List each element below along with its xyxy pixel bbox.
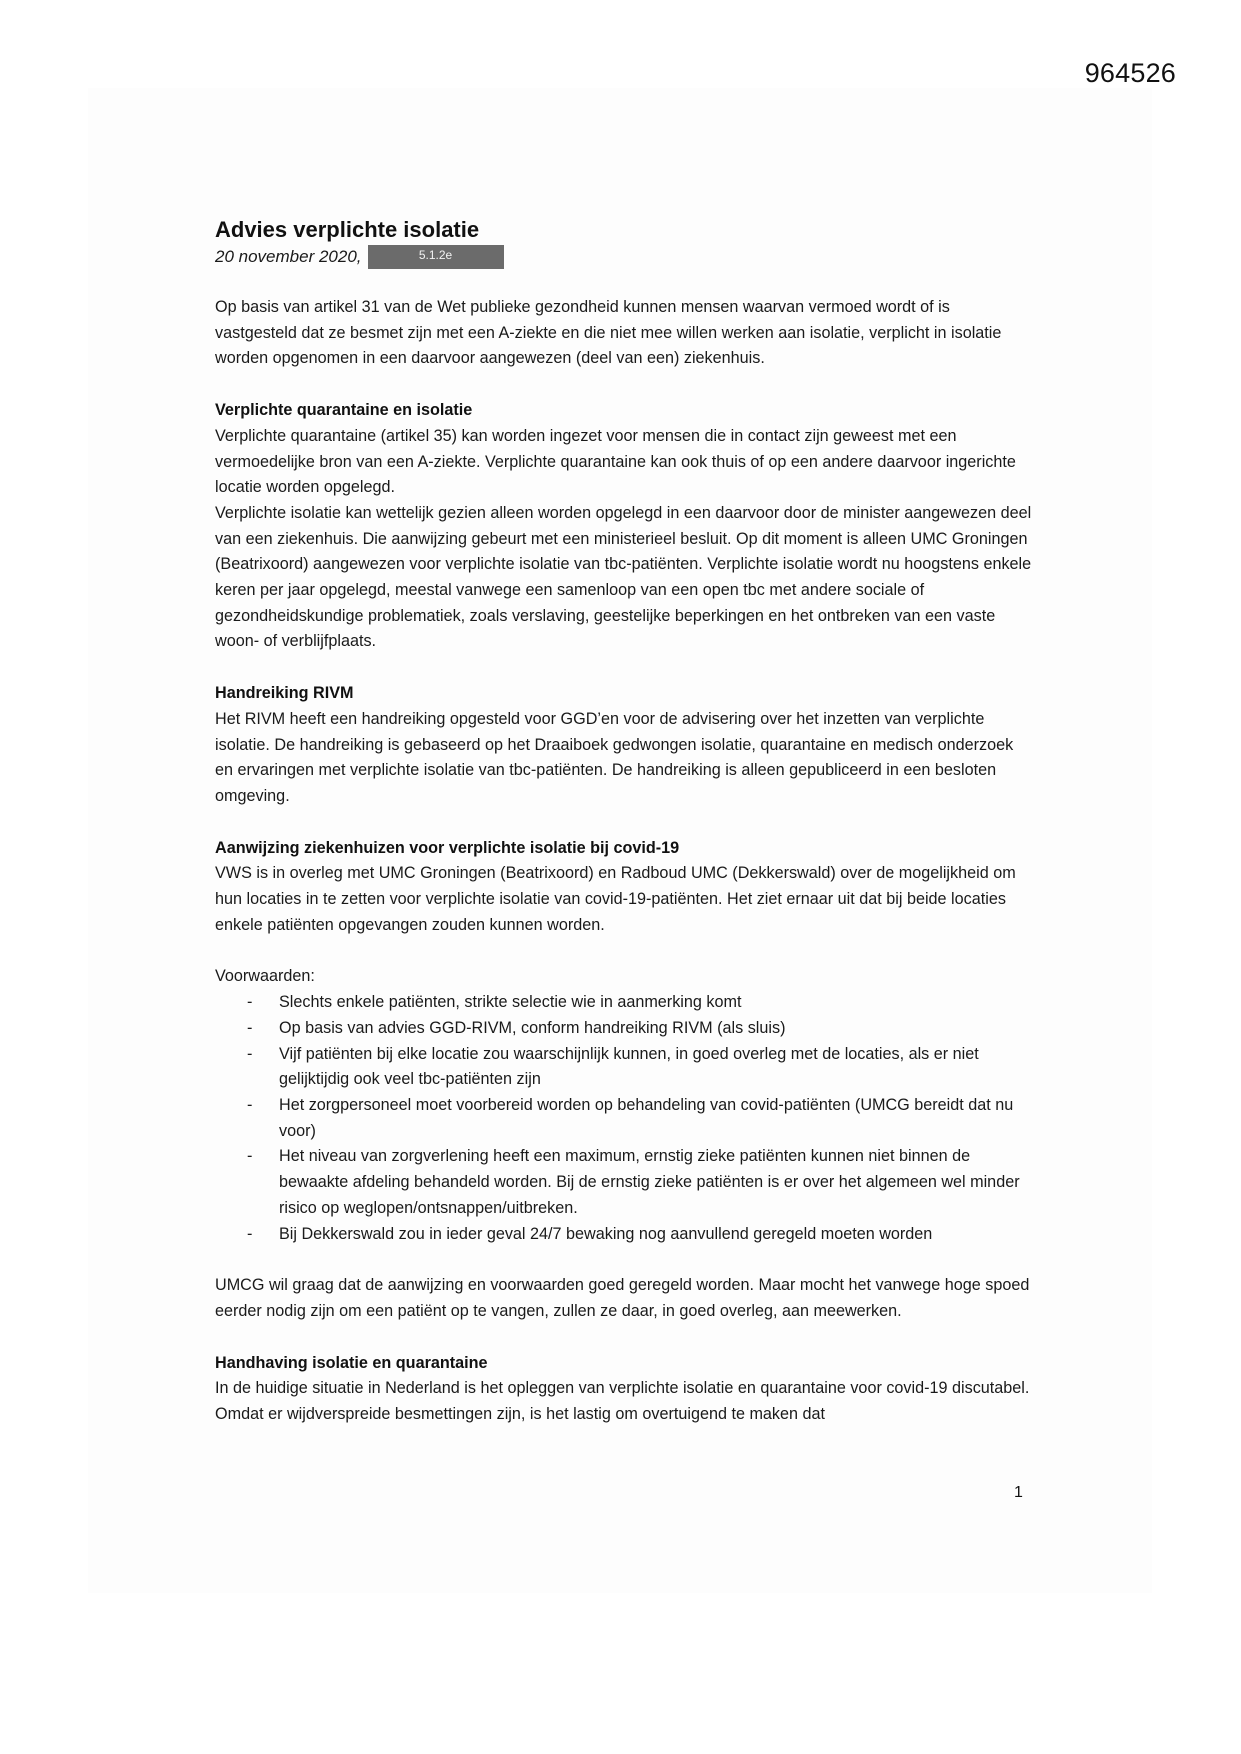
section-heading: Aanwijzing ziekenhuizen voor verplichte isolatie bij covid-19 [215,838,680,857]
dash-bullet-icon: - [247,1224,253,1243]
document-number: 964526 [1084,58,1176,88]
intro-paragraph: Op basis van artikel 31 van de Wet publieke gezondheid kunnen mensen waarvan vermoed wordt of is vastgesteld dat ze besmet zijn met een A-ziekte en die niet mee willen werken aan isolatie, verplicht in isolatie worden opgenomen in een daarvoor aangewezen (deel van een) ziekenhuis. [215,298,1002,368]
section-paragraph: VWS is in overleg met UMC Groningen (Beatrixoord) en Radboud UMC (Dekkerswald) over de mogelijkheid om hun locaties in te zetten voor verplichte isolatie van covid-19-patiënten. Het ziet ernaar uit dat bij beide locaties enkele patiënten opgevangen zouden kunnen worden. [215,864,1016,934]
page-number: 1 [1014,1484,1023,1501]
conditions-list [215,990,1035,1247]
document-date-line [215,244,1035,269]
list-item-text: Bij Dekkerswald zou in ieder geval 24/7 bewaking nog aanvullend geregeld moeten worden [279,1224,933,1243]
list-item [247,1222,1035,1248]
section-paragraph: In de huidige situatie in Nederland is het opleggen van verplichte isolatie en quarantaine voor covid-19 discutabel. Omdat er wijdverspreide besmettingen zijn, is het lastig om overtuigend te maken dat [215,1379,1030,1424]
section-handreiking-rivm [215,681,1035,810]
document-date: 20 november 2020, [215,247,362,266]
umcg-paragraph: UMCG wil graag dat de aanwijzing en voorwaarden goed geregeld worden. Maar mocht het vanwege hoge spoed eerder nodig zijn om een patiënt op te vangen, zullen ze daar, in goed overleg, aan meewerken. [215,1276,1030,1320]
document-title: Advies verplichte isolatie [215,217,480,242]
list-item [247,1016,1035,1042]
section-handhaving [215,1351,1035,1428]
redaction-block: 5.1.2e [368,245,504,269]
dash-bullet-icon: - [247,1018,253,1037]
dash-bullet-icon: - [247,1095,253,1114]
section-heading: Handhaving isolatie en quarantaine [215,1353,488,1372]
section-paragraph: Verplichte quarantaine (artikel 35) kan worden ingezet voor mensen die in contact zijn geweest met een vermoedelijke bron van een A-ziekte. Verplichte quarantaine kan ook thuis of op een andere daarvoor ingerichte locatie worden opgelegd. [215,426,1016,497]
section-paragraph: Het RIVM heeft een handreiking opgesteld voor GGD’en voor de advisering over het inzetten van verplichte isolatie. De handreiking is gebaseerd op het Draaiboek gedwongen isolatie, quarantaine en medisch onderzoek en ervaringen met verplichte isolatie van tbc-patiënten. De handreiking is alleen gepubliceerd in een besloten omgeving. [215,709,1014,805]
list-item-text: Slechts enkele patiënten, strikte selectie wie in aanmerking komt [279,993,742,1012]
dash-bullet-icon: - [247,993,253,1012]
list-item-text: Op basis van advies GGD-RIVM, conform handreiking RIVM (als sluis) [279,1018,786,1037]
list-item-text: Vijf patiënten bij elke locatie zou waarschijnlijk kunnen, in goed overleg met de locaties, als er niet gelijktijdig ook veel tbc-patiënten zijn [279,1044,979,1089]
list-item [247,1144,1035,1221]
document-content [215,216,1035,1428]
dash-bullet-icon: - [247,1147,253,1166]
list-item [247,990,1035,1016]
section-aanwijzing-ziekenhuizen [215,836,1035,939]
section-heading: Handreiking RIVM [215,684,354,703]
section-paragraph: Verplichte isolatie kan wettelijk gezien alleen worden opgelegd in een daarvoor door de minister aangewezen deel van een ziekenhuis. Die aanwijzing gebeurt met een ministerieel besluit. Op dit moment is alleen UMC Groningen (Beatrixoord) aangewezen voor verplichte isolatie van tbc-patiënten. Verplichte isolatie wordt nu hoogstens enkele keren per jaar opgelegd, meestal vanwege een samenloop van een open tbc met andere sociale of gezondheidskundige problematiek, zoals verslaving, geestelijke beperkingen en het ontbreken van een vaste woon- of verblijfplaats. [215,503,1032,651]
section-heading: Verplichte quarantaine en isolatie [215,401,473,420]
list-item-text: Het zorgpersoneel moet voorbereid worden op behandeling van covid-patiënten (UMCG bereidt dat nu voor) [279,1095,1014,1140]
list-item [247,1042,1035,1093]
dash-bullet-icon: - [247,1044,253,1063]
list-item [247,1093,1035,1144]
list-item-text: Het niveau van zorgverlening heeft een maximum, ernstig zieke patiënten kunnen niet binnen de bewaakte afdeling behandeld worden. Bij de ernstig zieke patiënten is er over het algemeen wel minder risico op weglopen/ontsnappen/uitbreken. [279,1147,1020,1217]
conditions-label: Voorwaarden: [215,967,315,986]
section-verplichte-quarantaine [215,398,1035,655]
